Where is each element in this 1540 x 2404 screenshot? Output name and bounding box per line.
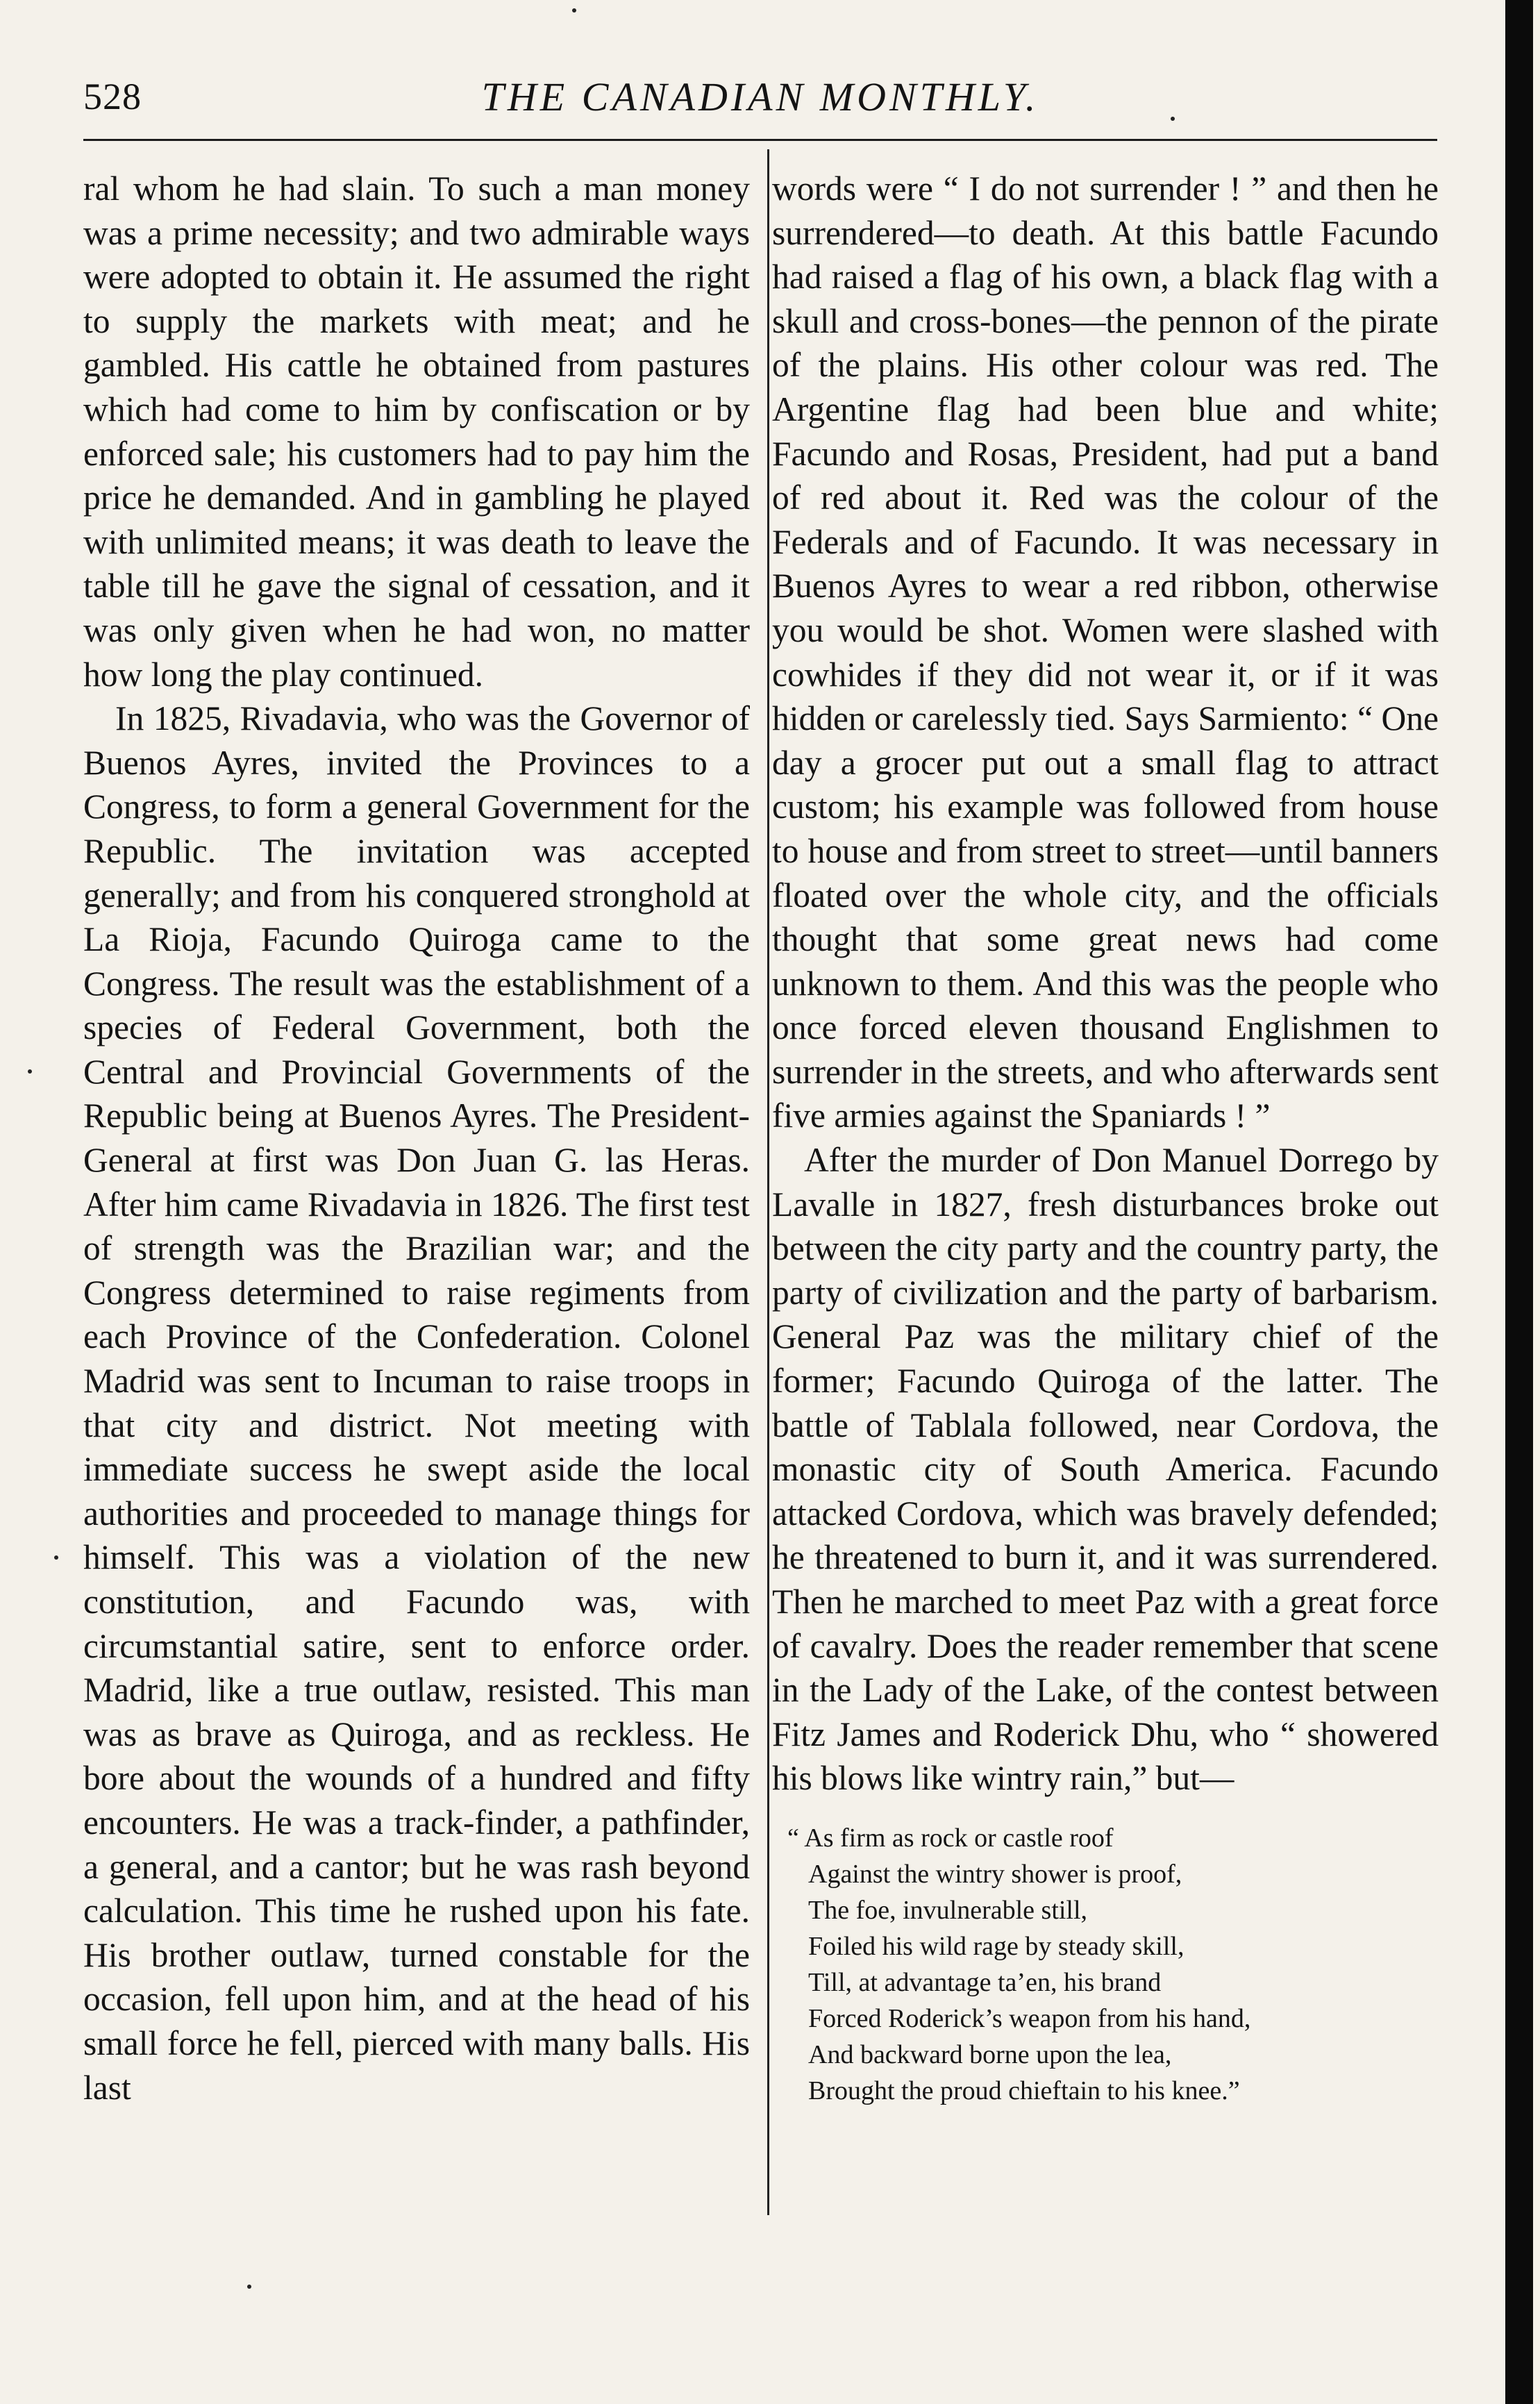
left-paragraph-1: ral whom he had slain. To such a man money was a prime necessity; and two admirable ways were adopted to obtain it. He assumed the right to supply the markets with meat; and he gambled. His cattle he obtained from pastures which had come to him by confiscation or by enforced sale; his customers had to pay him the price he demanded. And in gambling he played with unlimited means; it was death to leave the table till he gave the signal of cessation, and it was only given when he had won, no matter how long the play continued. [83,169,750,694]
right-paragraph-1: words were “ I do not surrender ! ” and then he surrendered—to death. At this battle Facundo had raised a flag of his own, a black flag with a skull and cross-bones—the pennon of the pirate of the plains. His other colour was red. The Argentine flag had been blue and white; Facundo and Rosas, President, had put a band of red about it. Red was the colour of the Federals and of Facundo. It was necessary in Buenos Ayres to wear a red ribbon, otherwise you would be shot. Women were slashed with cowhides if they did not wear it, or if it was hidden or carelessly tied. Says Sarmiento: “ One day a grocer put out a small flag to attract custom; his example was followed from house to house and from street to street—until banners floated over the whole city, and the officials thought that some great news had come unknown to them. And this was the people who once forced eleven thousand Englishmen to surrender in the streets, and who afterwards sent five armies against the Spaniards ! ” [772,169,1439,1135]
verse-line: “ As firm as rock or castle roof [787,1823,1114,1853]
verse-quotation [787,1820,1439,2109]
verse-line: The foe, invulnerable still, [808,1895,1088,1925]
page-number: 528 [83,76,142,117]
verse-line: Forced Roderick’s weapon from his hand, [808,2003,1251,2033]
right-column [772,167,1439,2109]
left-paragraph-2: In 1825, Rivadavia, who was the Governor of Buenos Ayres, invited the Provinces to a Congress, to form a general Government for the Republic. The invitation was accepted generally; and from his conquered stronghold at La Rioja, Facundo Quiroga came to the Congress. The result was the establishment of a species of Federal Government, both the Central and Provincial Governments of the Republic being at Buenos Ayres. The President-General at first was Don Juan G. las Heras. After him came Rivadavia in 1826. The first test of strength was the Brazilian war; and the Congress determined to raise regiments from each Province of the Confederation. Colonel Madrid was sent to Incuman to raise troops in that city and district. Not meeting with immediate success he swept aside the local authorities and proceeded to manage things for himself. This was a violation of the new constitution, and Facundo was, with circumstantial satire, sent to enforce order. Madrid, like a true outlaw, resisted. This man was as brave as Quiroga, and as reckless. He bore about the wounds of a hundred and fifty encounters. He was a track-finder, a pathfinder, a general, and a cantor; but he was rash beyond calculation. This time he rushed upon his fate. His brother outlaw, turned constable for the occasion, fell upon him, and at the head of his small force he fell, pierced with many balls. His last [83,699,750,2107]
verse-line: Foiled his wild rage by steady skill, [808,1931,1185,1961]
running-head: THE CANADIAN MONTHLY. [481,74,1039,119]
column-divider [767,149,769,2215]
scan-speck [247,2285,251,2289]
verse-line: Against the wintry shower is proof, [808,1859,1182,1889]
scan-speck [28,1069,32,1074]
verse-line: And backward borne upon the lea, [808,2039,1172,2069]
scan-speck [1171,117,1175,121]
right-paragraph-2: After the murder of Don Manuel Dorrego by Lavalle in 1827, fresh disturbances broke out between the city party and the country party, the party of civilization and the party of barbarism. General Paz was the military chief of the former; Facundo Quiroga of the latter. The battle of Tablala followed, near Cordova, the monastic city of South America. Facundo attacked Cordova, which was bravely defended; he threatened to burn it, and it was surrendered. Then he marched to meet Paz with a great force of cavalry. Does the reader remember that scene in the Lady of the Lake, of the contest between Fitz James and Roderick Dhu, who “ showered his blows like wintry rain,” but— [772,1141,1439,1798]
verse-line: Till, at advantage ta’en, his brand [808,1967,1162,1997]
header-rule [83,139,1437,141]
page-header [83,62,1437,132]
scan-edge-bar [1505,0,1533,2404]
left-column [83,167,750,2110]
scan-speck [572,8,576,12]
verse-line: Brought the proud chieftain to his knee.” [808,2076,1240,2105]
scan-speck [54,1555,58,1560]
